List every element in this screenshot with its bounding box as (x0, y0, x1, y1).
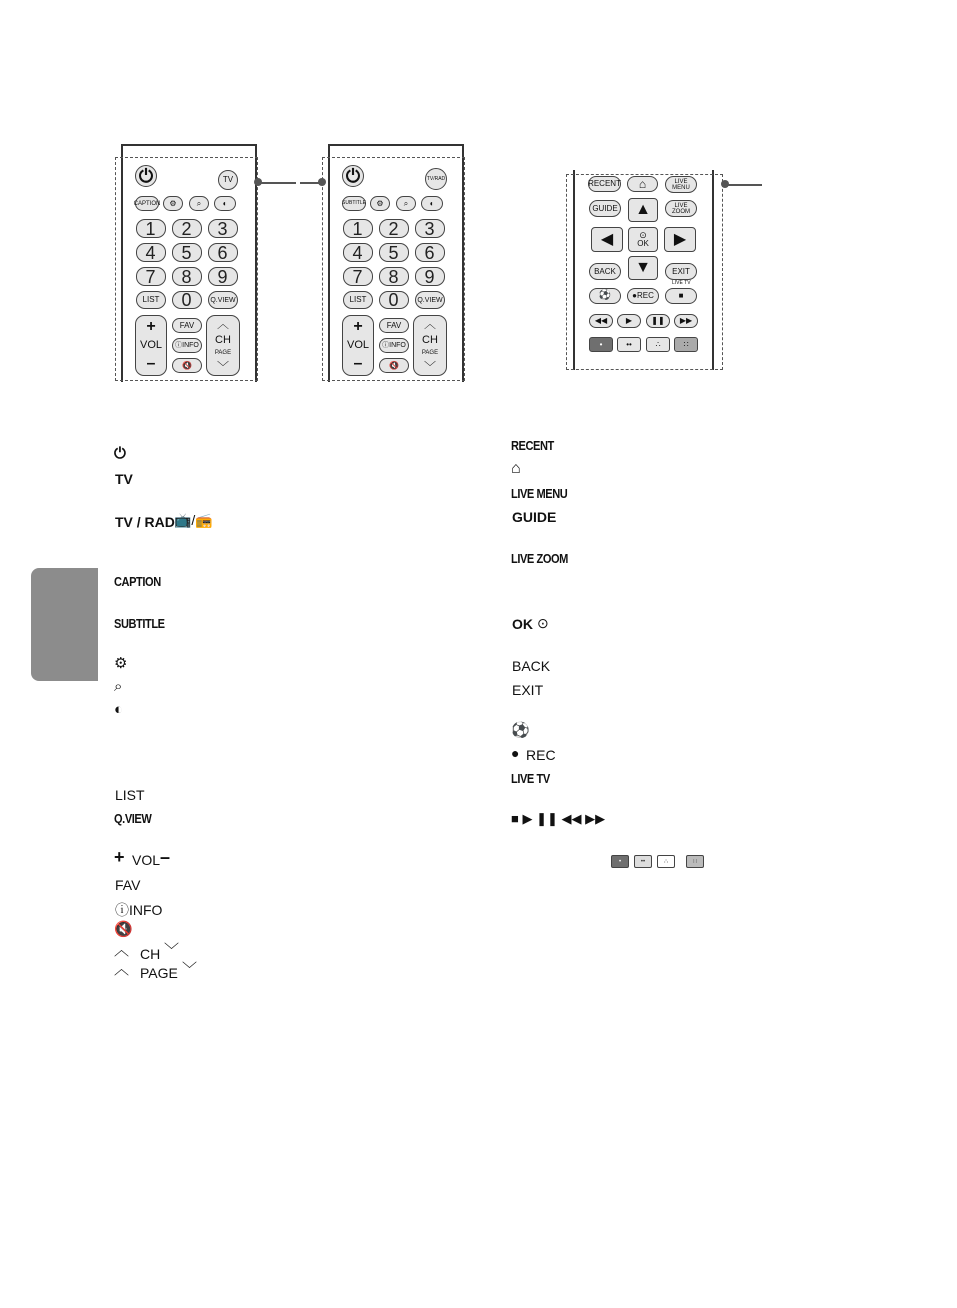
callout-line (300, 182, 320, 184)
legend-caption: CAPTION (114, 574, 161, 589)
legend-live-zoom: LIVE ZOOM (511, 551, 568, 566)
input-icon[interactable]: ◐ (421, 196, 443, 211)
info-button[interactable]: ⓘINFO (379, 338, 409, 353)
side-tab (31, 568, 98, 681)
qview-button[interactable]: Q.VIEW (208, 291, 238, 309)
ok-label: OK (637, 239, 649, 248)
tv-button[interactable]: TV (218, 170, 238, 190)
number-3-button[interactable]: 3 (415, 219, 445, 238)
number-3-button[interactable]: 3 (208, 219, 238, 238)
ok-target-icon: ⊙ (537, 615, 549, 631)
record-dot-icon: ● (511, 745, 520, 761)
power-button[interactable]: ⏻ (135, 165, 157, 187)
callout-line (260, 182, 296, 184)
home-icon[interactable]: ⌂ (627, 176, 658, 192)
recent-button[interactable]: RECENT (588, 176, 621, 192)
legend-guide: GUIDE (512, 509, 557, 525)
qview-button[interactable]: Q.VIEW (415, 291, 445, 309)
legend-page: PAGE (140, 965, 178, 981)
callout-line (728, 184, 762, 186)
stop-icon[interactable]: ■ (665, 288, 697, 304)
number-5-button[interactable]: 5 (379, 243, 409, 262)
exit-button[interactable]: EXIT (665, 263, 697, 280)
home-icon: ⌂ (511, 460, 521, 477)
playback-controls-icon: ■ ▶ ❚❚ ◀◀ ▶▶ (511, 811, 606, 826)
yellow-color-square: ∴ (657, 855, 675, 868)
page-label: PAGE (421, 350, 439, 357)
plus-icon: + (114, 847, 125, 867)
volume-minus-icon: – (353, 355, 363, 372)
number-7-button[interactable]: 7 (136, 267, 166, 286)
green-color-square: •• (634, 855, 652, 868)
mute-icon: 🔇 (114, 921, 133, 938)
red-color-square: • (611, 855, 629, 868)
legend-live-tv: LIVE TV (511, 771, 550, 786)
volume-plus-icon: + (353, 318, 363, 335)
number-0-button[interactable]: 0 (172, 291, 202, 309)
number-5-button[interactable]: 5 (172, 243, 202, 262)
search-icon[interactable]: ⌕ (396, 196, 416, 211)
right-arrow-icon[interactable]: ▶ (664, 227, 696, 252)
volume-rocker[interactable] (342, 315, 374, 376)
chevron-up-icon: ︿ (114, 961, 130, 978)
legend-subtitle: SUBTITLE (114, 616, 165, 631)
legend-live-menu: LIVE MENU (511, 486, 568, 501)
yellow-color-button[interactable]: ∴ (646, 337, 670, 352)
fav-button[interactable]: FAV (379, 318, 409, 333)
channel-up-icon: ︿ (216, 317, 229, 331)
volume-minus-icon: – (146, 355, 156, 372)
fast-forward-icon[interactable]: ▶▶ (674, 314, 698, 328)
tv-rad-button[interactable]: TV/RAD (425, 168, 447, 190)
list-button[interactable]: LIST (343, 291, 373, 309)
channel-up-icon: ︿ (423, 317, 436, 331)
legend-ok: OK (512, 616, 533, 632)
caption-button[interactable]: CAPTION (135, 196, 159, 211)
subtitle-button[interactable]: SUBTITLE (342, 196, 366, 211)
number-4-button[interactable]: 4 (136, 243, 166, 262)
settings-gear-icon[interactable]: ⚙ (163, 196, 183, 211)
legend-list: LIST (115, 787, 145, 803)
tv-rad-icon: 📺/📻 (174, 512, 213, 528)
guide-button[interactable]: GUIDE (589, 200, 621, 217)
legend-rec: REC (526, 747, 556, 763)
volume-plus-icon: + (146, 318, 156, 335)
pause-icon[interactable]: ❚❚ (646, 314, 670, 328)
number-2-button[interactable]: 2 (172, 219, 202, 238)
channel-rocker[interactable] (206, 315, 240, 376)
legend-back: BACK (512, 658, 551, 674)
volume-rocker[interactable] (135, 315, 167, 376)
power-icon: ⏻ (114, 445, 126, 462)
mute-icon[interactable]: 🔇 (379, 358, 409, 373)
channel-down-icon: ﹀ (423, 359, 436, 374)
live-menu-button[interactable]: LIVE MENU (665, 176, 697, 193)
fav-button[interactable]: FAV (172, 318, 202, 333)
number-9-button[interactable]: 9 (208, 267, 238, 286)
down-arrow-icon[interactable]: ▼ (628, 256, 658, 280)
number-0-button[interactable]: 0 (379, 291, 409, 309)
number-9-button[interactable]: 9 (415, 267, 445, 286)
ok-button[interactable] (628, 227, 658, 252)
chevron-up-icon: ︿ (114, 942, 130, 959)
blue-color-square: ∷ (686, 855, 704, 868)
ok-target-icon: ⊙ (639, 230, 647, 240)
number-7-button[interactable]: 7 (343, 267, 373, 286)
red-color-button[interactable]: • (589, 337, 613, 352)
up-arrow-icon[interactable]: ▲ (628, 198, 658, 222)
number-6-button[interactable]: 6 (208, 243, 238, 262)
volume-label: VOL (139, 339, 162, 351)
power-button[interactable]: ⏻ (342, 165, 364, 187)
live-tv-label: LIVE TV (672, 280, 691, 286)
number-8-button[interactable]: 8 (379, 267, 409, 286)
chevron-down-icon: ﹀ (164, 942, 180, 959)
green-color-button[interactable]: •• (617, 337, 641, 352)
play-icon[interactable]: ▶ (617, 314, 641, 328)
legend-fav: FAV (115, 877, 141, 893)
number-8-button[interactable]: 8 (172, 267, 202, 286)
ball-icon[interactable]: ⚽ (589, 288, 621, 304)
input-icon: ◐ (114, 701, 124, 718)
number-1-button[interactable]: 1 (343, 219, 373, 238)
rec-button[interactable]: ●REC (627, 288, 659, 304)
channel-label: CH (215, 333, 231, 346)
input-icon[interactable]: ◐ (214, 196, 236, 211)
minus-icon: – (160, 847, 171, 867)
legend-ch: CH (140, 946, 161, 962)
settings-gear-icon[interactable]: ⚙ (370, 196, 390, 211)
channel-label: CH (422, 333, 438, 346)
search-icon: ⌕ (114, 678, 123, 695)
left-arrow-icon[interactable]: ◀ (591, 227, 623, 252)
ball-icon: ⚽ (511, 722, 530, 739)
list-button[interactable]: LIST (136, 291, 166, 309)
legend-qview: Q.VIEW (114, 811, 152, 826)
legend-info: ⓘINFO (115, 902, 163, 918)
volume-label: VOL (346, 339, 369, 351)
rewind-icon[interactable]: ◀◀ (589, 314, 613, 328)
info-button[interactable]: ⓘINFO (172, 338, 202, 353)
number-4-button[interactable]: 4 (343, 243, 373, 262)
back-button[interactable]: BACK (589, 263, 621, 280)
mute-icon[interactable]: 🔇 (172, 358, 202, 373)
legend-vol: VOL (132, 852, 161, 868)
channel-down-icon: ﹀ (216, 359, 229, 374)
legend-recent: RECENT (511, 438, 554, 453)
live-zoom-button[interactable]: LIVE ZOOM (665, 200, 697, 217)
number-2-button[interactable]: 2 (379, 219, 409, 238)
blue-color-button[interactable]: ∷ (674, 337, 698, 352)
legend-tv-rad: TV / RAD (115, 514, 175, 530)
page-label: PAGE (214, 350, 232, 357)
number-1-button[interactable]: 1 (136, 219, 166, 238)
channel-rocker[interactable] (413, 315, 447, 376)
search-icon[interactable]: ⌕ (189, 196, 209, 211)
number-6-button[interactable]: 6 (415, 243, 445, 262)
settings-gear-icon: ⚙ (114, 655, 128, 672)
legend-exit: EXIT (512, 682, 544, 698)
legend-tv: TV (115, 471, 133, 487)
chevron-down-icon: ﹀ (182, 961, 198, 978)
